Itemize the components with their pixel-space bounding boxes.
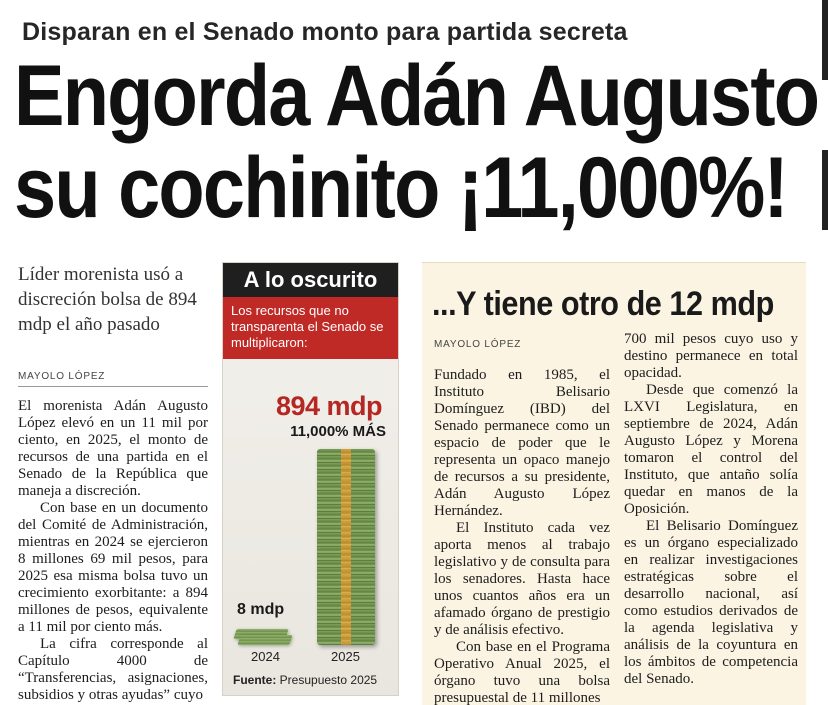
money-stack-2025 bbox=[317, 449, 375, 645]
lead-summary: Líder morenista usó a discreción bolsa de 894 mdp el año pasado bbox=[18, 264, 197, 335]
sidebar-title: ...Y tiene otro de 12 mdp bbox=[432, 285, 774, 323]
source-note bbox=[233, 673, 377, 687]
paragraph: Con base en el Programa Operativo Anual 2025, el órgano tuvo una bolsa presupuestal de 11 millones bbox=[434, 639, 610, 705]
headline-line-1: Engorda Adán Augusto bbox=[14, 48, 819, 144]
sidebar-byline: MAYOLO LÓPEZ bbox=[434, 339, 522, 350]
kicker: Disparan en el Senado monto para partida secreta bbox=[22, 18, 628, 46]
paragraph: El Belisario Domínguez es un órgano especializado en realizar investigaciones estratégicas sobre el desarrollo nacional, así como estudios derivados de la agenda legislativa y análisis de la coyuntura en los ámbitos de competencia del Senado. bbox=[624, 518, 798, 687]
growth-percent-label: 11,000% MÁS bbox=[290, 423, 386, 440]
money-stack-2024 bbox=[237, 635, 292, 645]
sidebar-column-1 bbox=[434, 367, 610, 705]
infographic-subtitle: Los recursos que no transparenta el Senado se multiplicaron: bbox=[223, 297, 398, 359]
paragraph: La cifra corresponde al Capítulo 4000 de “Transferencias, asignaciones, subsidios y otras ayudas” cuyo bbox=[18, 636, 208, 703]
paragraph: El morenista Adán Augusto López elevó en un 11 mil por ciento, en 2025, el monto de recursos de una partida en el Senado de la República que maneja a discreción. bbox=[18, 398, 208, 499]
source-text: Presupuesto 2025 bbox=[276, 673, 378, 687]
sidebar-column-2 bbox=[624, 331, 798, 705]
paragraph: Con base en un documento del Comité de Administración, mientras en 2024 se ejercieron 8 millones 69 mil pesos, para 2025 esa misma bolsa tuvo un crecimiento exorbitante: a 894 millones de pesos, equivalente a 11 mil por ciento más. bbox=[18, 500, 208, 635]
headline bbox=[14, 48, 819, 236]
headline-line-2: su cochinito ¡11,000%! bbox=[14, 140, 787, 236]
byline: MAYOLO LÓPEZ bbox=[18, 371, 208, 387]
paragraph: Fundado en 1985, el Instituto Belisario Domínguez (IBD) del Senado permanece como un espacio de poder que le representa un opaco manejo de recursos a su presidente, Adán Augusto López Hernández. bbox=[434, 367, 610, 519]
paragraph: 700 mil pesos cuyo uso y destino permanece en total opacidad. bbox=[624, 331, 798, 381]
paragraph: El Instituto cada vez aporta menos al trabajo legislativo y de consulta para los senadores. Hasta hace unos cuantos años era un afamado órgano de prestigio y de análisis efectivo. bbox=[434, 520, 610, 638]
value-2025-label: 894 mdp bbox=[275, 391, 382, 421]
article-body bbox=[18, 398, 208, 704]
page-edge-strip bbox=[822, 150, 828, 230]
year-label-2025: 2025 bbox=[331, 649, 360, 664]
paragraph: Desde que comenzó la LXVI Legislatura, en septiembre de 2024, Adán Augusto López y Morena tomaron el control del Instituto, que antaño solía quedar en manos de la Oposición. bbox=[624, 382, 798, 517]
money-band bbox=[341, 449, 351, 645]
source-label: Fuente: bbox=[233, 673, 277, 687]
value-2024-label: 8 mdp bbox=[237, 601, 285, 618]
infographic bbox=[222, 262, 399, 696]
year-label-2024: 2024 bbox=[251, 649, 280, 664]
infographic-title: A lo oscurito bbox=[223, 263, 398, 297]
page-edge-strip bbox=[822, 0, 828, 80]
sidebar-box bbox=[422, 262, 806, 705]
